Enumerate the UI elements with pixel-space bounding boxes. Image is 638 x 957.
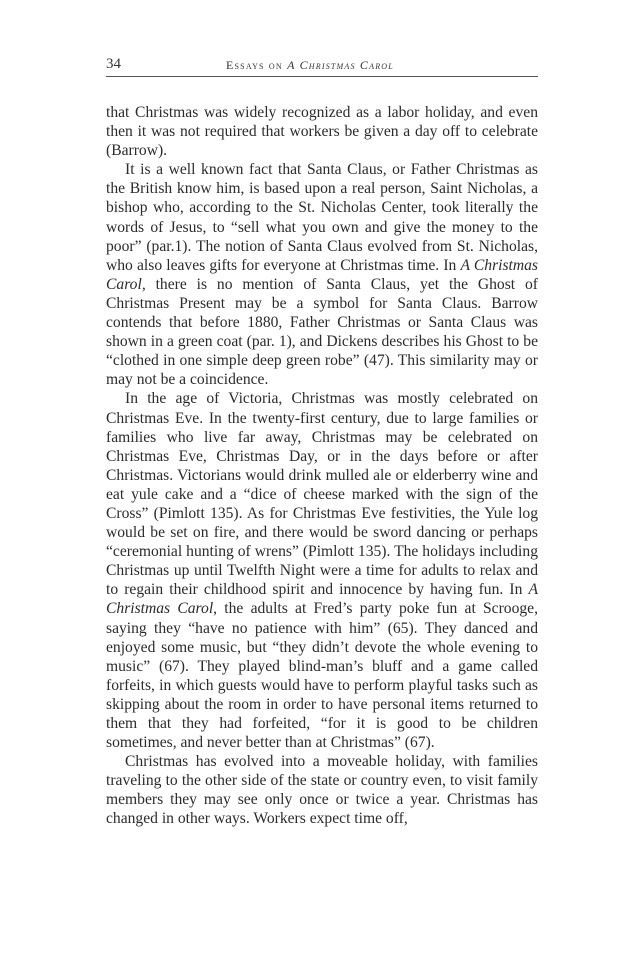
paragraph-1-text: that Christmas was widely recognized as a labor holiday, and even then it was not required that workers be given a day off to celebrate (Barrow). [106, 104, 538, 160]
paragraph-4-text: Christmas has evolved into a moveable holiday, with families traveling to the other side of the state or country even, to visit family members they may see only once or twice a year. Christmas has changed in other ways. Workers expect time off, [106, 753, 538, 828]
paragraph-2-text-b: there is no mention of Santa Claus, yet the Ghost of Christmas Present may be a symbol for Santa Claus. Barrow contends that before 1880, Father Christmas or Santa Claus was shown in a green coat (par. 1), and Dickens describes his Ghost to be “clothed in one simple deep green robe” (47). This similarity may or may not be a coincidence. [106, 275, 538, 389]
running-title-work: A Christmas Carol [287, 58, 394, 72]
running-title-prefix: Essays on [226, 58, 288, 72]
running-title [226, 57, 394, 73]
paragraph-3-text-a: In the age of Victoria, Christmas was mostly celebrated on Christmas Eve. In the twenty-first century, due to large families or families who live far away, Christmas may be celebrated on Christmas Eve, Christmas Day, or in the days before or after Christmas. Victorians would drink mulled ale or elderberry wine and eat yule cake and a “dice of cheese marked with the sign of the Cross” (Pimlott 135). As for Christmas Eve festivities, the Yule log would be set on fire, and there would be sword dancing or perhaps “ceremonial hunting of wrens” (Pimlott 135). The holidays including Christmas up until Twelfth Night were a time for adults to relax and to regain their childhood spirit and innocence by having fun. In [106, 390, 538, 599]
paragraph-2-italic-title: A Christmas Carol, [106, 256, 538, 293]
paragraph-3-italic-title: A Christmas Carol [106, 581, 538, 618]
page-number: 34 [106, 56, 121, 72]
paragraph-3 [106, 389, 538, 752]
body-text [106, 103, 538, 829]
running-head [106, 56, 538, 77]
paragraph-2-text-a: It is a well known fact that Santa Claus, or Father Christmas as the British know him, is based upon a real person, Saint Nicholas, a bishop who, according to the St. Nicholas Center, took literally the words of Jesus, to “sell what you own and give the money to the poor” (par.1). The notion of Santa Claus evolved from St. Nicholas, who also leaves gifts for everyone at Christmas time. In [106, 161, 538, 274]
paragraph-4 [106, 752, 538, 828]
paragraph-3-text-b: , the adults at Fred’s party poke fun at Scrooge, saying they “have no patience with him” (65). They danced and enjoyed some music, but “they didn’t devote the whole evening to music” (67). They played blind-man’s bluff and a game called forfeits, in which guests would have to perform playful tasks such as skipping about the room in order to have personal items returned to them that they had forfeited, “for it is good to be children sometimes, and never better than at Christmas” (67). [106, 600, 538, 752]
paragraph-2 [106, 160, 538, 389]
paragraph-1 [106, 103, 538, 160]
